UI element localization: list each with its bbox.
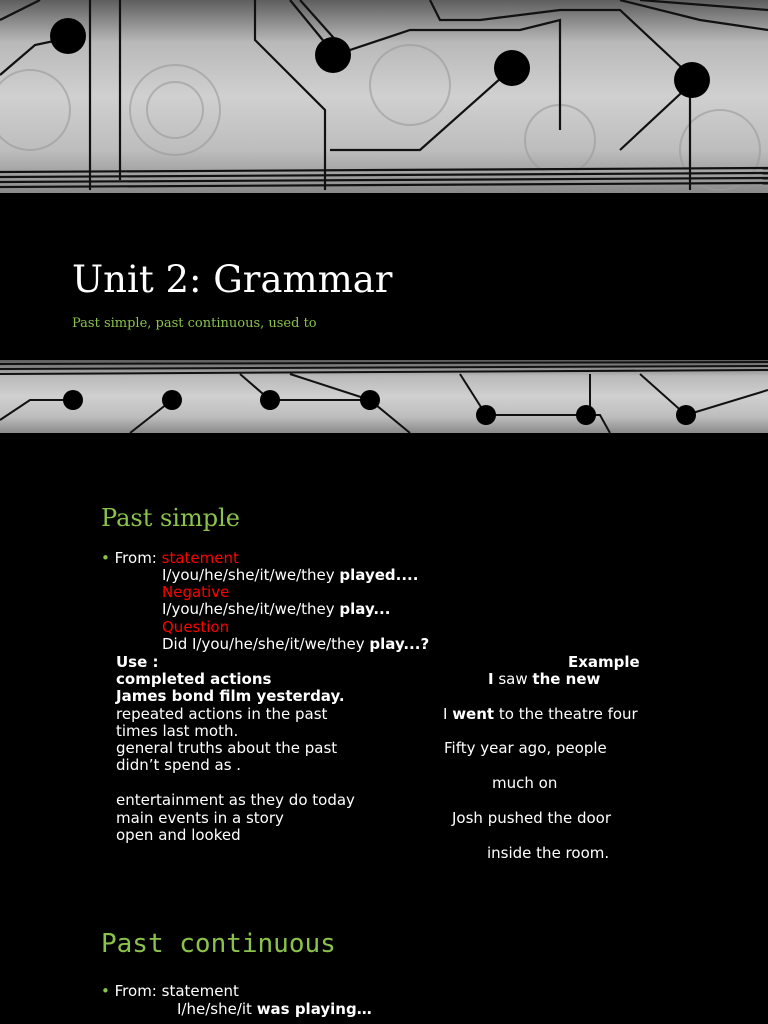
example-4-continued-2: inside the room. <box>487 844 610 862</box>
content-slide <box>0 433 768 1024</box>
negative-line <box>162 601 390 618</box>
past-continuous-heading: Past continuous <box>101 929 336 959</box>
example-1-object: the new <box>532 670 601 688</box>
question-subject: Did I/you/he/she/it/we/they <box>162 635 370 653</box>
title-slide <box>0 0 768 433</box>
question-verb: play...? <box>369 635 430 653</box>
statement-line <box>162 567 418 584</box>
statement-subject: I/you/he/she/it/we/they <box>162 566 340 584</box>
example-2 <box>443 706 638 723</box>
circuit-banner-bottom <box>0 360 768 433</box>
statement-label: statement <box>161 549 239 567</box>
example-2-continued: times last moth. <box>116 722 239 740</box>
example-3: Fifty year ago, people <box>444 739 607 757</box>
example-3-continued: didn’t spend as . <box>116 756 242 774</box>
form-label: From: <box>114 549 162 567</box>
use-item-3: general truths about the past <box>116 739 338 757</box>
slide-subtitle: Past simple, past continuous, used to <box>72 316 317 331</box>
example-1-verb: saw <box>493 670 533 688</box>
example-3-continued-3: entertainment as they do today <box>116 791 355 809</box>
example-2-verb: went <box>452 705 495 723</box>
question-label: Question <box>162 618 230 636</box>
pc-statement-verb: was playing… <box>256 1000 372 1018</box>
question-line <box>162 636 429 653</box>
past-simple-heading: Past simple <box>101 504 240 532</box>
pc-statement-subject: I/he/she/it <box>177 1000 257 1018</box>
circuit-board-graphic <box>0 360 768 433</box>
example-4-continued: open and looked <box>116 826 241 844</box>
slide-title: Unit 2: Grammar <box>72 258 393 301</box>
pc-statement-line <box>177 1001 372 1018</box>
example-label: Example <box>568 653 640 671</box>
negative-label: Negative <box>162 583 230 601</box>
use-item-4: main events in a story <box>116 809 284 827</box>
negative-verb: play... <box>339 600 391 618</box>
example-2-rest: to the theatre four <box>494 705 638 723</box>
bullet: • <box>101 549 110 567</box>
use-item-2: repeated actions in the past <box>116 705 328 723</box>
negative-subject: I/you/he/she/it/we/they <box>162 600 340 618</box>
example-4: Josh pushed the door <box>452 809 611 827</box>
example-1-subject: I <box>488 670 494 688</box>
pc-form-line <box>101 983 239 1000</box>
use-label: Use : <box>116 653 159 671</box>
pc-form-label: From: statement <box>114 982 239 1000</box>
use-item-1: completed actions <box>116 670 272 688</box>
form-line <box>101 550 239 567</box>
circuit-banner-top <box>0 0 768 193</box>
statement-verb: played.... <box>339 566 419 584</box>
example-1 <box>488 671 600 688</box>
example-1-continued: James bond film yesterday. <box>116 687 345 705</box>
circuit-board-graphic <box>0 0 768 193</box>
bullet: • <box>101 982 110 1000</box>
example-2-subject: I <box>443 705 453 723</box>
example-3-continued-2: much on <box>492 774 558 792</box>
